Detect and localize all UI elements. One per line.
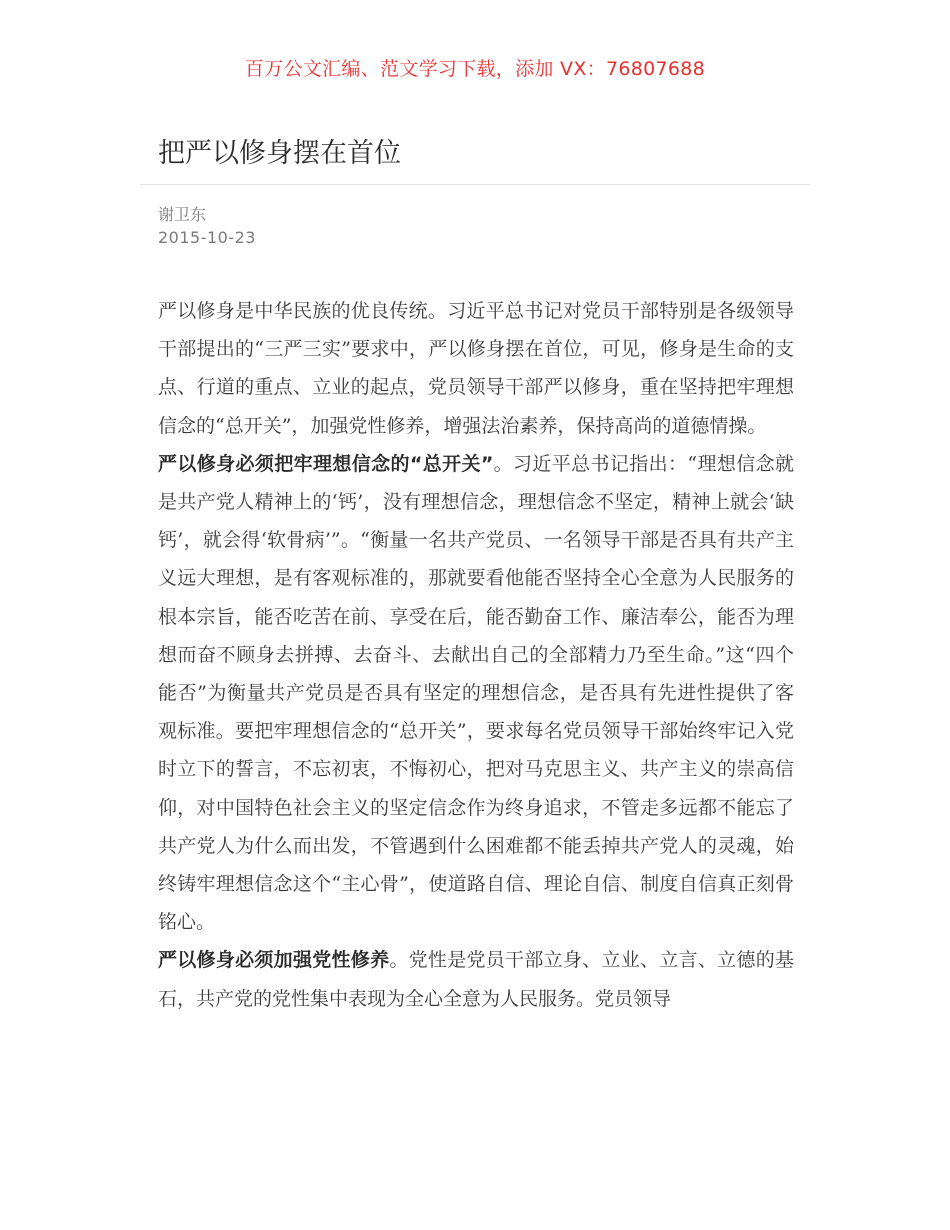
article-paragraph xyxy=(158,292,794,445)
title-divider xyxy=(140,184,810,185)
paragraph-text: 。习近平总书记指出：“理想信念就是共产党人精神上的‘钙’，没有理想信念，理想信念不坚定，精神上就会‘缺钙’，就会得‘软骨病’”。“衡量一名共产党员、一名领导干部是否具有共产主义远大理想，是有客观标准的，那就要看他能否坚持全心全意为人民服务的根本宗旨，能否吃苦在前、享受在后，能否勤奋工作、廉洁奉公，能否为理想而奋不顾身去拼搏、去奋斗、去献出自己的全部精力乃至生命。”这“四个能否”为衡量共产党员是否具有坚定的理想信念，是否具有先进性提供了客观标准。要把牢理想信念的“总开关”，要求每名党员领导干部始终牢记入党时立下的誓言，不忘初衷，不悔初心，把对马克思主义、共产主义的崇高信仰，对中国特色社会主义的坚定信念作为终身追求，不管走多远都不能忘了共产党人为什么而出发，不管遇到什么困难都不能丢掉共产党人的灵魂，始终铸牢理想信念这个“主心骨”，使道路自信、理论自信、制度自信真正刻骨铭心。 xyxy=(158,452,794,934)
article-title: 把严以修身摆在首位 xyxy=(158,138,401,169)
article-author: 谢卫东 xyxy=(158,205,207,224)
promo-banner: 百万公文汇编、范文学习下载，添加 VX：76807688 xyxy=(244,58,706,80)
article-body xyxy=(158,292,794,1018)
article-paragraph xyxy=(158,445,794,942)
paragraph-text: 。党性是党员干部立身、立业、立言、立德的基石，共产党的党性集中表现为全心全意为人民服务。党员领导 xyxy=(158,949,794,1010)
paragraph-lead: 严以修身必须加强党性修养 xyxy=(158,949,390,972)
article-date: 2015-10-23 xyxy=(158,228,256,247)
paragraph-lead: 严以修身必须把牢理想信念的“总开关” xyxy=(158,452,494,475)
article-paragraph xyxy=(158,941,794,1017)
paragraph-text: 严以修身是中华民族的优良传统。习近平总书记对党员干部特别是各级领导干部提出的“三严三实”要求中，严以修身摆在首位，可见，修身是生命的支点、行道的重点、立业的起点，党员领导干部严以修身，重在坚持把牢理想信念的“总开关”，加强党性修养，增强法治素养，保持高尚的道德情操。 xyxy=(158,300,794,437)
